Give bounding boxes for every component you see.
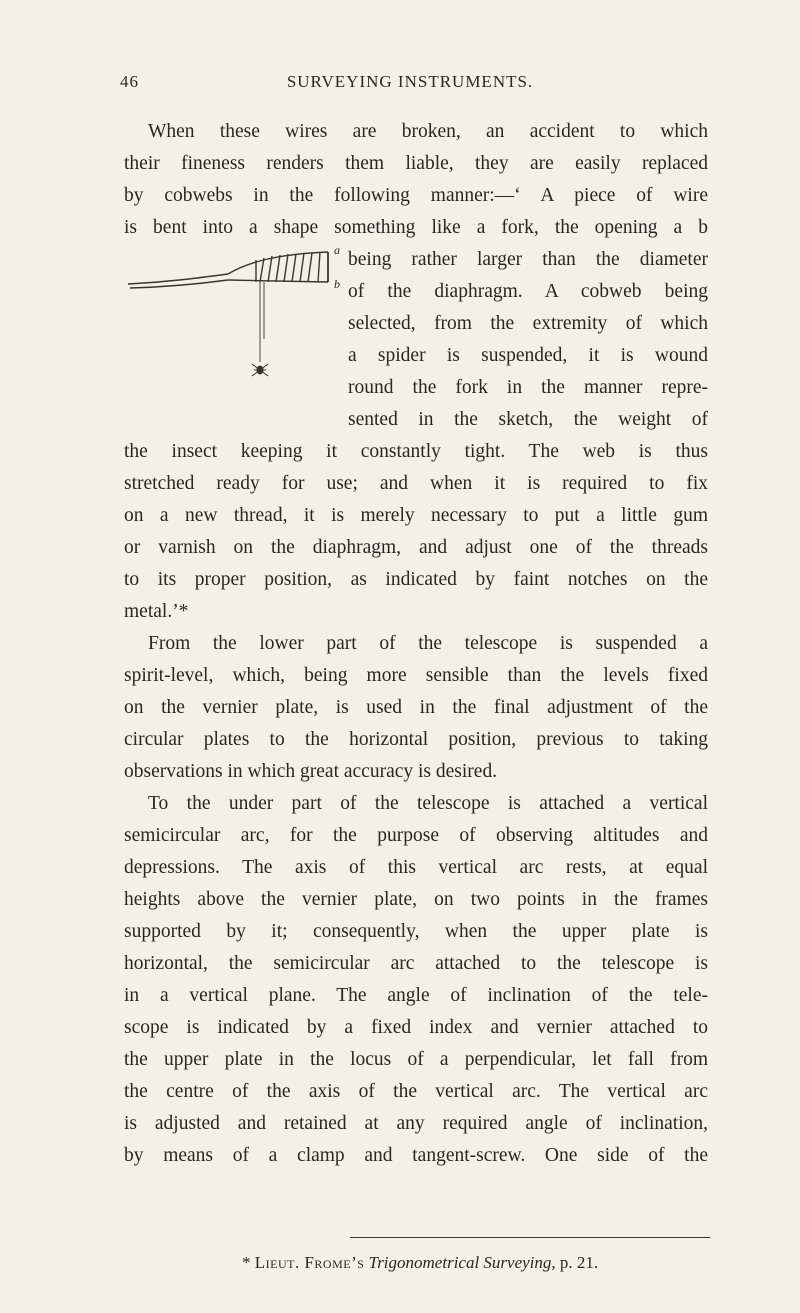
- text-line: heights above the vernier plate, on two points in the frames: [124, 889, 708, 910]
- footnote-marker: *: [242, 1253, 255, 1272]
- cobweb-fork-sketch-icon: [128, 244, 348, 384]
- footnote-title: Trigonometrical Surveying,: [368, 1253, 556, 1272]
- text-line: From the lower part of the telescope is suspended a: [148, 633, 708, 654]
- text-line: a spider is suspended, it is wound: [348, 345, 708, 366]
- text-line: metal.’*: [124, 601, 189, 622]
- text-line: stretched ready for use; and when it is required to fix: [124, 473, 708, 494]
- text-line: of the diaphragm. A cobweb being: [348, 281, 708, 302]
- footnote-page: p. 21.: [555, 1253, 599, 1272]
- text-line: on the vernier plate, is used in the final adjustment of the: [124, 697, 708, 718]
- text-line: their fineness renders them liable, they are easily replaced: [124, 153, 708, 174]
- text-line: on a new thread, it is merely necessary to put a little gum: [124, 505, 708, 526]
- text-line: selected, from the extremity of which: [348, 313, 708, 334]
- figure-label-b: b: [334, 277, 340, 291]
- text-line: by cobwebs in the following manner:—‘ A piece of wire: [124, 185, 708, 206]
- text-line: observations in which great accuracy is desired.: [124, 761, 498, 782]
- text-line: or varnish on the diaphragm, and adjust one of the threads: [124, 537, 708, 558]
- page-header: [120, 72, 700, 102]
- text-line: round the fork in the manner repre-: [348, 377, 708, 398]
- text-line: To the under part of the telescope is attached a vertical: [148, 793, 708, 814]
- text-line: horizontal, the semicircular arc attached to the telescope is: [124, 953, 708, 974]
- text-line: in a vertical plane. The angle of inclination of the tele-: [124, 985, 708, 1006]
- text-line: circular plates to the horizontal position, previous to taking: [124, 729, 708, 750]
- footnote-divider: [350, 1237, 710, 1238]
- text-line: is bent into a shape something like a fork, the opening a b: [124, 217, 708, 238]
- text-line: by means of a clamp and tangent-screw. One side of the: [124, 1145, 708, 1166]
- text-line: the insect keeping it constantly tight. The web is thus: [124, 441, 708, 462]
- text-line: When these wires are broken, an accident to which: [148, 121, 708, 142]
- text-line: is adjusted and retained at any required angle of inclination,: [124, 1113, 708, 1134]
- footnote: [242, 1253, 598, 1273]
- text-line: spirit-level, which, being more sensible than the levels fixed: [124, 665, 708, 686]
- running-head: SURVEYING INSTRUMENTS.: [286, 72, 534, 91]
- figure-label-a: a: [334, 244, 340, 257]
- text-line: the centre of the axis of the vertical arc. The vertical arc: [124, 1081, 708, 1102]
- footnote-author: Lieut. Frome’s: [254, 1253, 365, 1272]
- text-line: to its proper position, as indicated by faint notches on the: [124, 569, 708, 590]
- text-line: semicircular arc, for the purpose of observing altitudes and: [124, 825, 708, 846]
- page-number: 46: [120, 72, 139, 91]
- text-line: supported by it; consequently, when the upper plate is: [124, 921, 708, 942]
- text-line: the upper plate in the locus of a perpendicular, let fall from: [124, 1049, 708, 1070]
- text-line: scope is indicated by a fixed index and vernier attached to: [124, 1017, 708, 1038]
- text-line: sented in the sketch, the weight of: [348, 409, 708, 430]
- text-line: depressions. The axis of this vertical arc rests, at equal: [124, 857, 708, 878]
- text-line: being rather larger than the diameter: [348, 249, 708, 270]
